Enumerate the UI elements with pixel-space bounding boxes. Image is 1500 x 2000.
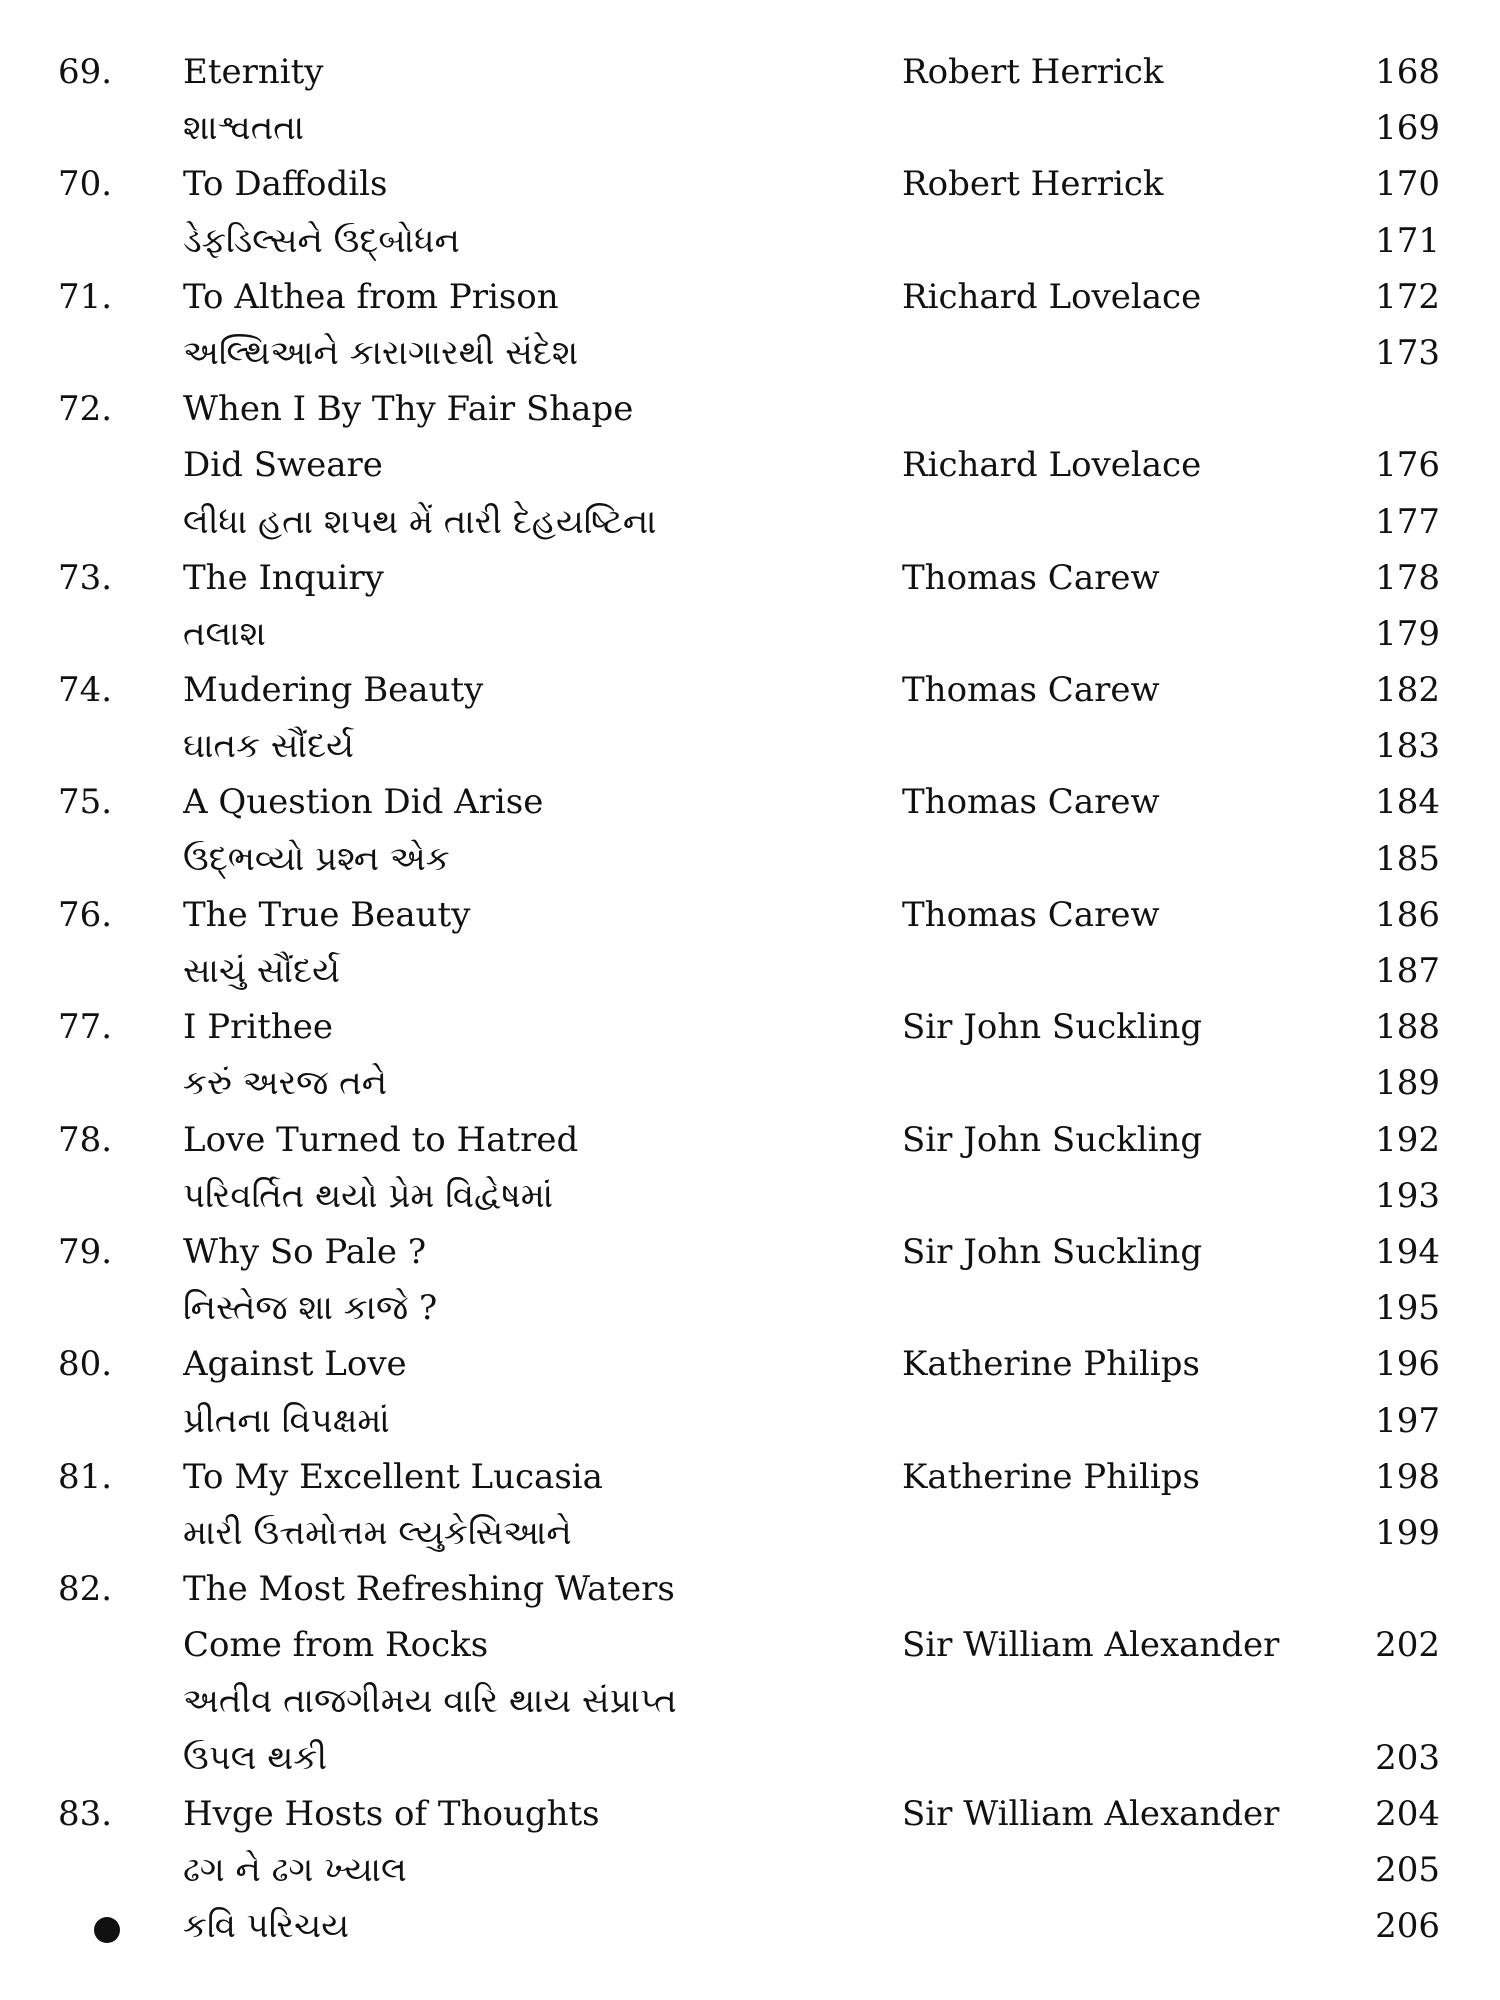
entry-author: Sir John Suckling bbox=[902, 1231, 1203, 1272]
toc-row bbox=[0, 887, 1500, 943]
toc-row bbox=[0, 1730, 1500, 1786]
entry-title: The True Beauty bbox=[183, 894, 471, 935]
entry-title: કરું અરજ તને bbox=[183, 1063, 388, 1104]
entry-number: 72. bbox=[58, 389, 113, 430]
entry-title: લીધા હતા શપથ મેં તારી દેહયષ્ટિના bbox=[183, 501, 657, 542]
toc-row bbox=[0, 213, 1500, 269]
toc-row bbox=[0, 662, 1500, 718]
entry-number: 77. bbox=[58, 1007, 113, 1048]
toc-row bbox=[0, 437, 1500, 493]
entry-number: 80. bbox=[58, 1344, 113, 1385]
entry-author: Robert Herrick bbox=[902, 164, 1164, 205]
entry-page: 196 bbox=[1375, 1344, 1440, 1385]
entry-page: 168 bbox=[1375, 52, 1440, 92]
toc-row bbox=[0, 550, 1500, 606]
entry-title: સાચું સૌંદર્ય bbox=[183, 951, 341, 991]
entry-page: 204 bbox=[1375, 1793, 1440, 1834]
entry-title: ઉપલ થકી bbox=[183, 1737, 328, 1778]
entry-page: 177 bbox=[1375, 501, 1440, 542]
entry-page: 170 bbox=[1375, 164, 1440, 205]
toc-row bbox=[0, 606, 1500, 662]
entry-title: મારી ઉત્તમોત્તમ લ્યુકેસિઆને bbox=[183, 1512, 572, 1553]
entry-page: 185 bbox=[1375, 838, 1440, 879]
entry-page: 197 bbox=[1375, 1400, 1440, 1441]
entry-number: 76. bbox=[58, 894, 113, 935]
entry-title: Love Turned to Hatred bbox=[183, 1119, 579, 1160]
entry-title: To My Excellent Lucasia bbox=[183, 1456, 603, 1497]
entry-number: 71. bbox=[58, 276, 113, 317]
entry-title: ડેફડિલ્સને ઉદ્‌બોધન bbox=[183, 220, 460, 261]
toc-row bbox=[0, 1673, 1500, 1729]
entry-author: Sir John Suckling bbox=[902, 1007, 1203, 1048]
entry-title: કવિ પરિચય bbox=[183, 1906, 350, 1947]
entry-title: ઢગ ને ઢગ ખ્યાલ bbox=[183, 1850, 407, 1890]
entry-page: 206 bbox=[1375, 1906, 1440, 1947]
entry-author: Thomas Carew bbox=[902, 894, 1160, 935]
entry-page: 179 bbox=[1375, 613, 1440, 654]
entry-title: તલાશ bbox=[183, 613, 266, 654]
entry-title: Did Sweare bbox=[183, 445, 383, 486]
entry-page: 173 bbox=[1375, 332, 1440, 373]
entry-title: The Most Refreshing Waters bbox=[183, 1569, 675, 1610]
entry-title: Hvge Hosts of Thoughts bbox=[183, 1793, 600, 1834]
toc-row bbox=[0, 1449, 1500, 1505]
toc-row bbox=[0, 1561, 1500, 1617]
entry-title: To Althea from Prison bbox=[183, 276, 559, 317]
entry-title: નિસ્તેજ શા કાજે ? bbox=[183, 1288, 438, 1329]
entry-page: 182 bbox=[1375, 670, 1440, 711]
entry-title: અલ્થિઆને કારાગારથી સંદેશ bbox=[183, 332, 579, 373]
entry-number: 74. bbox=[58, 670, 113, 711]
entry-number: 73. bbox=[58, 557, 113, 598]
toc-row bbox=[0, 325, 1500, 381]
entry-page: 176 bbox=[1375, 445, 1440, 486]
toc-row bbox=[0, 269, 1500, 325]
entry-title: શાશ્વતતા bbox=[183, 108, 305, 149]
entry-title: પરિવર્તિત થયો પ્રેમ વિદ્વેષમાં bbox=[183, 1175, 554, 1216]
entry-page: 192 bbox=[1375, 1119, 1440, 1160]
entry-title: When I By Thy Fair Shape bbox=[183, 389, 634, 430]
entry-page: 186 bbox=[1375, 894, 1440, 935]
toc-row bbox=[0, 1112, 1500, 1168]
entry-page: 203 bbox=[1375, 1737, 1440, 1778]
toc-row bbox=[0, 1280, 1500, 1336]
entry-title: To Daffodils bbox=[183, 164, 388, 205]
entry-page: 193 bbox=[1375, 1175, 1440, 1216]
entry-author: Richard Lovelace bbox=[902, 276, 1202, 317]
entry-title: પ્રીતના વિપક્ષમાં bbox=[183, 1400, 390, 1441]
entry-author: Thomas Carew bbox=[902, 670, 1160, 711]
entry-page: 195 bbox=[1375, 1288, 1440, 1329]
toc-row bbox=[0, 494, 1500, 550]
toc-row bbox=[0, 1786, 1500, 1842]
entry-number: 69. bbox=[58, 52, 113, 92]
entry-number: 82. bbox=[58, 1569, 113, 1610]
entry-title: Eternity bbox=[183, 52, 324, 92]
toc-row-final bbox=[0, 1898, 1500, 1954]
entry-title: A Question Did Arise bbox=[183, 782, 544, 823]
entry-number: 79. bbox=[58, 1231, 113, 1272]
entry-title: I Prithee bbox=[183, 1007, 334, 1048]
entry-number: 70. bbox=[58, 164, 113, 205]
entry-author: Richard Lovelace bbox=[902, 445, 1202, 486]
toc-row bbox=[0, 1336, 1500, 1392]
toc-row bbox=[0, 1617, 1500, 1673]
entry-title: Why So Pale ? bbox=[183, 1231, 427, 1272]
toc-row bbox=[0, 100, 1500, 156]
bullet-icon bbox=[94, 1917, 120, 1943]
table-of-contents bbox=[0, 44, 1500, 1954]
entry-page: 184 bbox=[1375, 782, 1440, 823]
toc-row bbox=[0, 156, 1500, 212]
toc-row bbox=[0, 774, 1500, 830]
entry-title: અતીવ તાજગીમય વારિ થાય સંપ્રાપ્ત bbox=[183, 1681, 677, 1722]
entry-page: 172 bbox=[1375, 276, 1440, 317]
entry-title: Come from Rocks bbox=[183, 1625, 489, 1666]
entry-number: 75. bbox=[58, 782, 113, 823]
entry-page: 169 bbox=[1375, 108, 1440, 149]
entry-number: 81. bbox=[58, 1456, 113, 1497]
entry-page: 187 bbox=[1375, 951, 1440, 991]
entry-title: ઘાતક સૌંદર્ય bbox=[183, 726, 355, 767]
entry-title: ઉદ્‌ભવ્યો પ્રશ્ન એક bbox=[183, 838, 450, 879]
entry-page: 189 bbox=[1375, 1063, 1440, 1104]
toc-row bbox=[0, 718, 1500, 774]
entry-author: Robert Herrick bbox=[902, 52, 1164, 92]
toc-row bbox=[0, 1842, 1500, 1898]
toc-row bbox=[0, 1224, 1500, 1280]
entry-page: 198 bbox=[1375, 1456, 1440, 1497]
entry-author: Sir John Suckling bbox=[902, 1119, 1203, 1160]
toc-row bbox=[0, 381, 1500, 437]
entry-page: 205 bbox=[1375, 1850, 1440, 1890]
entry-author: Sir William Alexander bbox=[902, 1625, 1280, 1666]
entry-page: 194 bbox=[1375, 1231, 1440, 1272]
toc-row bbox=[0, 1055, 1500, 1111]
entry-author: Thomas Carew bbox=[902, 782, 1160, 823]
toc-row bbox=[0, 943, 1500, 999]
entry-title: Against Love bbox=[183, 1344, 407, 1385]
entry-number: 78. bbox=[58, 1119, 113, 1160]
entry-page: 199 bbox=[1375, 1512, 1440, 1553]
entry-page: 171 bbox=[1375, 220, 1440, 261]
toc-row bbox=[0, 831, 1500, 887]
toc-row bbox=[0, 1505, 1500, 1561]
entry-page: 178 bbox=[1375, 557, 1440, 598]
entry-author: Katherine Philips bbox=[902, 1456, 1200, 1497]
entry-author: Katherine Philips bbox=[902, 1344, 1200, 1385]
entry-title: Mudering Beauty bbox=[183, 670, 484, 711]
entry-page: 183 bbox=[1375, 726, 1440, 767]
toc-row bbox=[0, 1168, 1500, 1224]
toc-row bbox=[0, 44, 1500, 100]
entry-page: 202 bbox=[1375, 1625, 1440, 1666]
toc-row bbox=[0, 1393, 1500, 1449]
entry-page: 188 bbox=[1375, 1007, 1440, 1048]
entry-author: Sir William Alexander bbox=[902, 1793, 1280, 1834]
entry-author: Thomas Carew bbox=[902, 557, 1160, 598]
entry-number: 83. bbox=[58, 1793, 113, 1834]
toc-row bbox=[0, 999, 1500, 1055]
entry-title: The Inquiry bbox=[183, 557, 384, 598]
